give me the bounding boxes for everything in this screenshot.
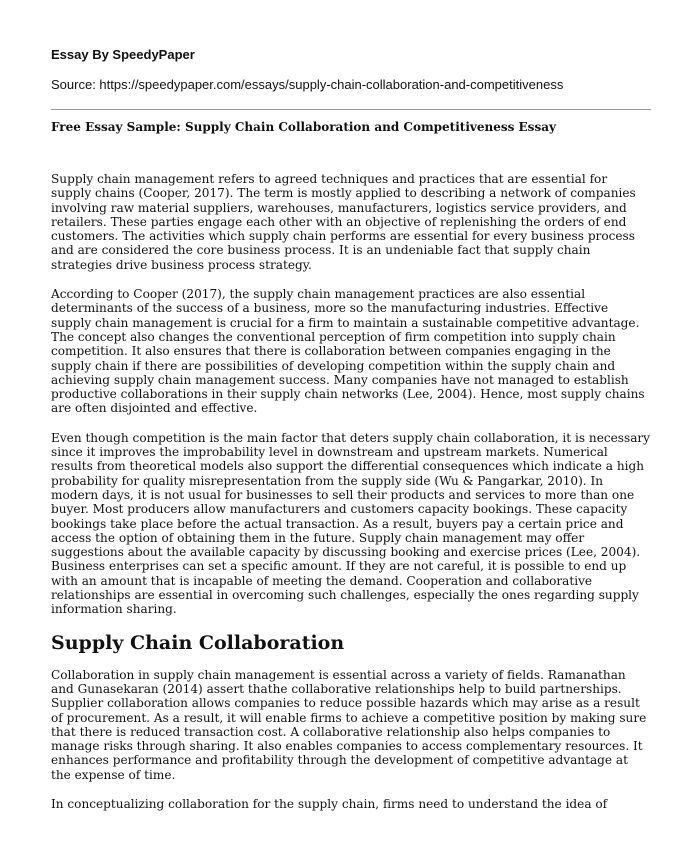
- paragraph: According to Cooper (2017), the supply chain management practices are also essential determinants of the success of a business, more so the manufacturing industries. Effective supply chain management is crucial for a firm to maintain a sustainable competitive advantage. The concept also changes the conventional perception of firm competition into supply chain competition. It also ensures that there is collaboration between companies engaging in the supply chain if there are possibilities of developing competition within the supply chain and achieving supply chain management success. Many companies have not managed to establish productive collaborations in their supply chain networks (Lee, 2004). Hence, most supply chains are often disjointed and effective.: [51, 287, 645, 416]
- essay-body: [51, 172, 651, 826]
- section-heading: Supply Chain Collaboration: [51, 631, 345, 654]
- source-line: Source: https://speedypaper.com/essays/supply-chain-collaboration-and-competitiveness: [51, 77, 564, 92]
- paragraph: Collaboration in supply chain management is essential across a variety of fields. Ramanathan and Gunasekaran (2014) assert thathe collaborative relationships help to build partnerships. Supplier collaboration allows companies to reduce possible hazards which may arise as a result of procurement. As a result, it will enable firms to achieve a competitive position by making sure that there is reduced transaction cost. A collaborative relationship also helps companies to manage risks through sharing. It also enables companies to access complementary resources. It enhances performance and profitability through the development of competitive advantage at the expense of time.: [51, 667, 647, 782]
- paragraph: Even though competition is the main factor that deters supply chain collaboration, it is necessary since it improves the improbability level in downstream and upstream markets. Numerical results from theoretical models also support the differential consequences which indicate a high probability for quality misrepresentation from the supply side (Wu & Pangarkar, 2010). In modern days, it is not usual for businesses to sell their products and services to more than one buyer. Most producers allow manufacturers and customers capacity bookings. These capacity bookings take place before the actual transaction. As a result, buyers pay a certain price and access the option of obtaining them in the future. Supply chain management may offer suggestions about the available capacity by discussing booking and exercise prices (Lee, 2004). Business enterprises can set a specific amount. If they are not careful, it is possible to end up with an amount that is incapable of meeting the demand. Cooperation and collaborative relationships are essential in overcoming such challenges, especially the ones regarding supply information sharing.: [51, 430, 651, 617]
- paragraph: In conceptualizing collaboration for the supply chain, firms need to understand the idea of: [51, 796, 608, 811]
- header-divider: [51, 109, 651, 110]
- site-label: Essay By SpeedyPaper: [51, 47, 195, 62]
- paragraph: Supply chain management refers to agreed techniques and practices that are essential for supply chains (Cooper, 2017). The term is mostly applied to describing a network of companies involving raw material suppliers, warehouses, manufacturers, logistics service providers, and retailers. These parties engage each other with an objective of replenishing the orders of end customers. The activities which supply chain performs are essential for every business process and are considered the core business process. It is an undeniable fact that supply chain strategies drive business process strategy.: [51, 172, 636, 272]
- essay-title: Free Essay Sample: Supply Chain Collaboration and Competitiveness Essay: [51, 120, 556, 134]
